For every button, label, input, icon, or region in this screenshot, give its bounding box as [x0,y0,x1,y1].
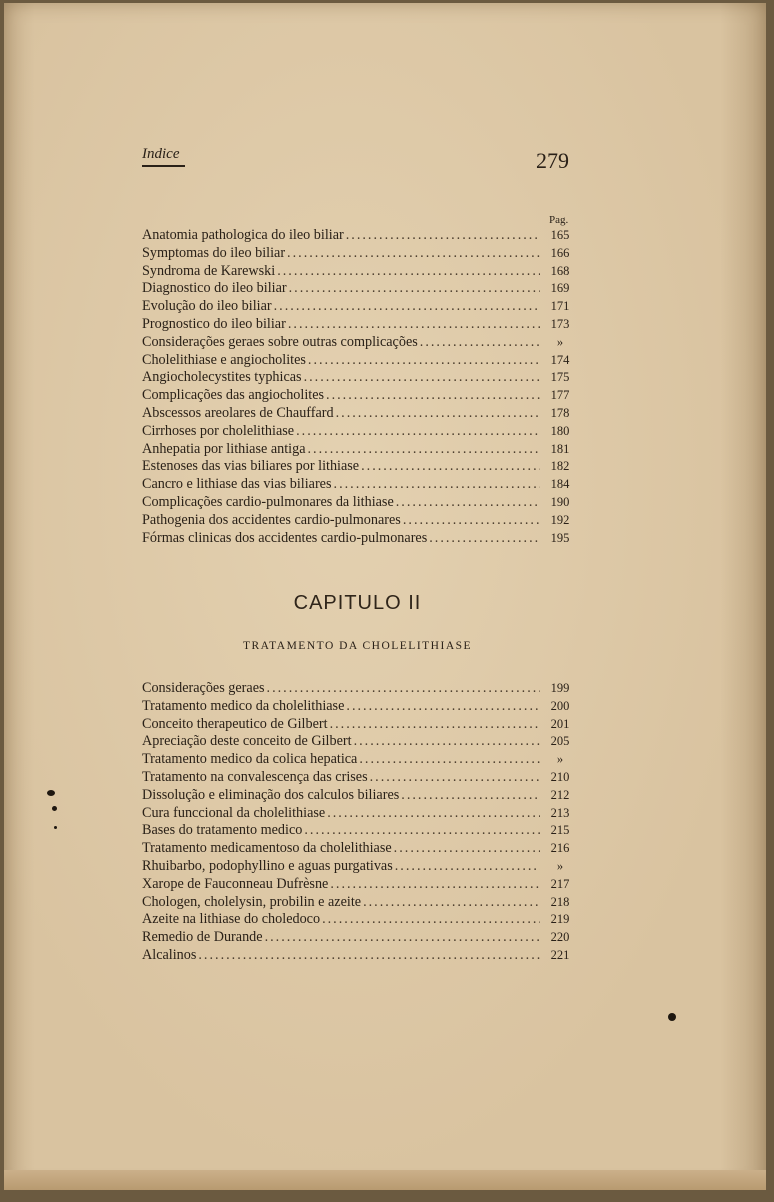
toc-entry-page: 181 [550,441,570,456]
dot-leader [359,751,540,768]
toc-entry-title: Pathogenia dos accidentes cardio-pulmonares [142,511,401,528]
toc-entry-page: 218 [550,894,570,909]
dot-leader [429,530,540,547]
ink-spot [668,1013,676,1021]
chapter-heading: CAPITULO II [293,592,422,614]
ink-spot [47,790,55,796]
toc-entry-title: Tratamento medicamentoso da cholelithiase [142,840,392,857]
toc-entry-page: 215 [550,823,570,838]
toc-entry-title: Abscessos areolares de Chauffard [142,404,334,421]
toc-entry-title: Anatomia pathologica do ileo biliar [142,227,344,243]
toc-entry-page: 180 [550,423,570,438]
toc-entry [142,423,574,441]
toc-entry [142,680,574,698]
toc-entry [142,805,574,823]
toc-entry-title: Cancro e lithiase das vias biliares [142,476,332,493]
toc-entry-title: Estenoses das vias biliares por lithiase [142,458,360,475]
toc-entry [142,441,574,459]
dot-leader [326,387,540,404]
toc-entry [142,263,574,281]
toc-entry [142,733,574,751]
toc-entry [142,947,574,965]
toc-entry-page: 221 [550,947,570,962]
dot-leader [354,733,540,750]
dot-leader [308,441,541,458]
toc-entry [142,769,574,787]
toc-entry [142,929,574,947]
dot-leader [330,716,540,733]
toc-entry-page: 178 [550,405,570,420]
dot-leader [304,822,540,839]
toc-entry [142,352,574,370]
toc-entry-title: Fórmas clinicas dos accidentes cardio-pulmonares [142,529,428,546]
toc-entry-title: Bases do tratamento medico [142,822,303,839]
toc-entry [142,911,574,929]
toc-entry [142,822,574,840]
dot-leader [267,680,540,697]
toc-entry [142,387,574,405]
dot-leader [289,280,540,297]
dot-leader [346,698,540,715]
toc-entry-page: 192 [550,512,570,527]
toc-entry [142,298,574,316]
toc-entry [142,245,574,263]
page-bottom-edge [4,1170,766,1190]
toc-entry-title: Cura funccional da cholelithiase [142,804,326,821]
toc-entry-page: 190 [550,494,570,509]
toc-entry [142,405,574,423]
toc-entry-title: Prognostico do ileo biliar [142,315,286,332]
toc-entry-title: Tratamento medico da cholelithiase [142,697,345,714]
toc-entry [142,751,574,769]
dot-leader [334,476,540,493]
dot-leader [420,334,540,351]
toc-entry-title: Tratamento medico da colica hepatica [142,751,358,768]
dot-leader [274,298,540,315]
toc-entry-page: 171 [550,299,570,314]
toc-entry [142,494,574,512]
page-number: 279 [536,148,569,173]
toc-entry [142,316,574,334]
toc-entry-page: 205 [550,734,570,749]
toc-entry [142,280,574,298]
toc-entry-title: Azeite na lithiase do choledoco [142,911,321,928]
toc-entry [142,369,574,387]
toc-entry-title: Angiocholecystites typhicas [142,369,302,386]
dot-leader [277,263,540,280]
toc-entry-page: 177 [550,388,570,403]
toc-entry [142,227,574,245]
toc-entry-page: 212 [550,787,570,802]
toc-entry-page: 184 [550,477,570,492]
toc-entry-title: Apreciação deste conceito de Gilbert [142,733,352,750]
toc-entry-title: Conceito therapeutico de Gilbert [142,715,328,732]
toc-entry-title: Chologen, cholelysin, probilin e azeite [142,893,362,910]
toc-entry-page: 165 [550,228,570,242]
toc-entry-title: Cirrhoses por cholelithiase [142,422,295,439]
dot-leader [336,405,540,422]
toc-entry-title: Dissolução e eliminação dos calculos biliares [142,786,400,803]
toc-entry-title: Diagnostico do ileo biliar [142,280,287,297]
toc-entry-title: Tratamento na convalescença das crises [142,768,368,785]
toc-entry-title: Syndroma de Karewski [142,262,276,279]
dot-leader [363,894,540,911]
toc-entry-page: 219 [550,912,570,927]
toc-entry-title: Anhepatia por lithiase antiga [142,440,306,457]
toc-entry [142,476,574,494]
running-head: Indice [142,146,185,167]
toc-entry-page: 217 [550,876,570,891]
toc-entry [142,787,574,805]
dot-leader [308,352,540,369]
toc-entry [142,512,574,530]
dot-leader [198,947,540,964]
toc-entry-page: 168 [550,263,570,278]
dot-leader [395,858,540,875]
toc-entry [142,458,574,476]
dot-leader [287,245,540,262]
toc-entry-title: Xarope de Fauconneau Dufrèsne [142,875,329,892]
toc-entry-page: 201 [550,716,570,731]
toc-entry-title: Rhuibarbo, podophyllino e aguas purgativas [142,857,393,874]
toc-list-section-2 [142,680,574,965]
dot-leader [304,369,540,386]
dot-leader [403,512,540,529]
toc-entry-title: Symptomas do ileo biliar [142,244,286,261]
ink-spot [54,826,57,829]
toc-entry [142,716,574,734]
toc-entry-page: 166 [550,245,570,260]
toc-entry-page: 220 [550,930,570,945]
toc-entry-page: 174 [550,352,570,367]
dot-leader [401,787,540,804]
toc-entry-title: Alcalinos [142,946,197,963]
toc-entry-title: Complicações das angiocholites [142,387,325,404]
toc-entry-title: Complicações cardio-pulmonares da lithiase [142,493,394,510]
dot-leader [361,458,540,475]
toc-entry-page: 216 [550,841,570,856]
dot-leader [265,929,540,946]
toc-entry-title: Evolução do ileo biliar [142,298,272,315]
toc-list-section-1 [142,227,574,547]
toc-entry-page: 175 [550,370,570,385]
toc-entry-page: 199 [550,681,570,695]
toc-entry-title: Remedio de Durande [142,929,263,946]
toc-entry [142,698,574,716]
toc-entry [142,334,574,352]
toc-entry-title: Considerações geraes sobre outras complicações [142,333,418,350]
dot-leader [322,911,540,928]
dot-leader [396,494,540,511]
ink-spot [52,806,57,811]
toc-entry-page: 210 [550,769,570,784]
dot-leader [370,769,540,786]
toc-entry-page: 173 [550,316,570,331]
toc-entry-page: » [556,752,564,767]
dot-leader [288,316,540,333]
toc-entry-page: » [556,334,564,349]
chapter-subtitle: TRATAMENTO DA CHOLELITHIASE [242,640,473,652]
toc-entry [142,858,574,876]
dot-leader [330,876,540,893]
dot-leader [327,805,540,822]
toc-entry-page: 195 [550,530,570,545]
toc-entry [142,876,574,894]
toc-entry [142,530,574,548]
dot-leader [296,423,540,440]
toc-entry-title: Cholelithiase e angiocholites [142,351,306,368]
toc-entry-page: 200 [550,698,570,713]
toc-entry [142,894,574,912]
dot-leader [346,227,540,244]
toc-entry-title: Considerações geraes [142,680,265,696]
toc-entry-page: » [556,858,564,873]
toc-entry [142,840,574,858]
toc-entry-page: 169 [550,281,570,296]
toc-entry-page: 213 [550,805,570,820]
dot-leader [394,840,540,857]
pag-column-label: Pag. [549,214,569,226]
toc-entry-page: 182 [550,459,570,474]
